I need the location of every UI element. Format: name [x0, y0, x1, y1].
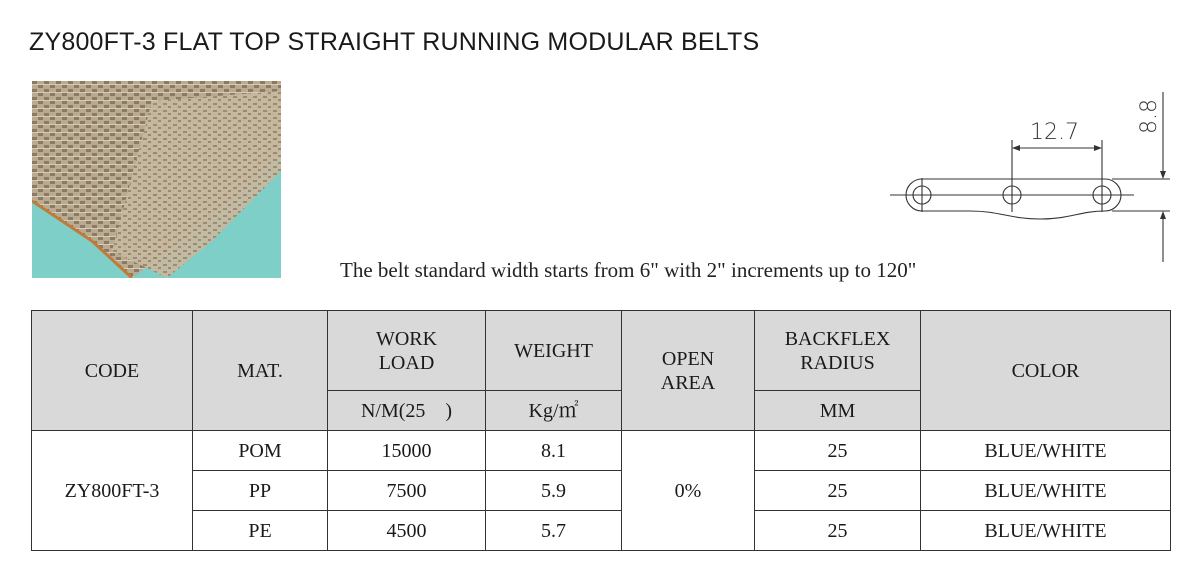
- width-note: The belt standard width starts from 6" with 2" increments up to 120": [340, 258, 917, 282]
- cell-material: PP: [193, 471, 328, 511]
- pitch-label: 12.7: [1030, 120, 1079, 145]
- header-color: COLOR: [921, 311, 1171, 431]
- header-weight-unit: Kg/㎡: [486, 391, 622, 431]
- header-open-area: OPEN AREA: [622, 311, 755, 431]
- cell-work-load: 15000: [328, 431, 486, 471]
- table-row: [32, 511, 1171, 551]
- cell-weight: 5.9: [486, 471, 622, 511]
- header-weight: WEIGHT: [486, 311, 622, 391]
- cell-color: BLUE/WHITE: [921, 431, 1171, 471]
- header-backflex: BACKFLEX RADIUS: [755, 311, 921, 391]
- belt-dimension-drawing: [880, 82, 1180, 277]
- height-label: 8.8: [1137, 99, 1162, 134]
- spec-table: [31, 310, 1171, 551]
- table-row: [32, 431, 1171, 471]
- header-code: CODE: [32, 311, 193, 431]
- cell-color: BLUE/WHITE: [921, 471, 1171, 511]
- cell-code: ZY800FT-3: [32, 431, 193, 551]
- cell-backflex: 25: [755, 431, 921, 471]
- header-material: MAT.: [193, 311, 328, 431]
- cell-weight: 5.7: [486, 511, 622, 551]
- header-work-load: WORK LOAD: [328, 311, 486, 391]
- cell-backflex: 25: [755, 471, 921, 511]
- cell-material: PE: [193, 511, 328, 551]
- cell-work-load: 7500: [328, 471, 486, 511]
- belt-photo: [32, 81, 281, 278]
- cell-material: POM: [193, 431, 328, 471]
- cell-backflex: 25: [755, 511, 921, 551]
- header-work-load-unit: N/M(25 ): [328, 391, 486, 431]
- cell-weight: 8.1: [486, 431, 622, 471]
- cell-work-load: 4500: [328, 511, 486, 551]
- cell-color: BLUE/WHITE: [921, 511, 1171, 551]
- header-backflex-unit: MM: [755, 391, 921, 431]
- table-row: [32, 471, 1171, 511]
- page-title: ZY800FT-3 FLAT TOP STRAIGHT RUNNING MODULAR BELTS: [29, 28, 760, 56]
- cell-open-area: 0%: [622, 431, 755, 551]
